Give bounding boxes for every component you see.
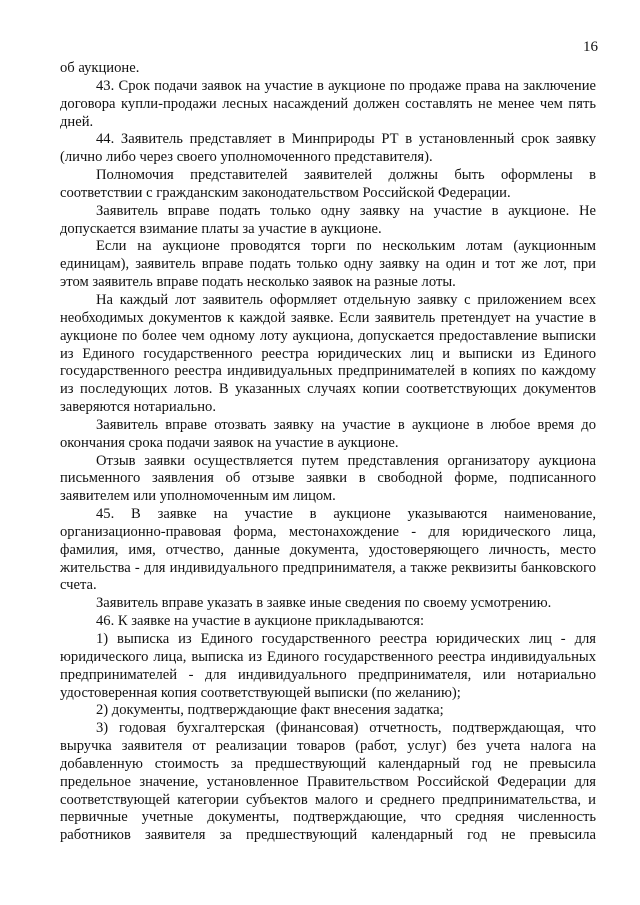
paragraph: 46. К заявке на участие в аукционе прикладываются: <box>96 613 425 630</box>
paragraph: 2) документы, подтверждающие факт внесения задатка; <box>96 702 444 719</box>
paragraph: 45. В заявке на участие в аукционе указываются наименование, организационно-правовая форма, местонахождение - для юридического лица, фамилия, имя, отчество, данные документа, удостоверяющего личность, место жительства - для индивидуального предпринимателя, а также реквизиты банковского счета. <box>60 506 596 594</box>
page-number: 16 <box>583 39 598 55</box>
paragraph: Полномочия представителей заявителей должны быть оформлены в соответствии с гражданским законодательством Российской Федерации. <box>60 167 596 201</box>
paragraph: 1) выписка из Единого государственного реестра юридических лиц - для юридического лица, выписка из Единого государственного реестра индивидуальных предпринимателей - для индивидуального предпринимателя, или нотариально удостоверенная копия соответствующей выписки (по желанию); <box>60 631 596 701</box>
document-body <box>60 60 596 845</box>
paragraph: 44. Заявитель представляет в Минприроды РТ в установленный срок заявку (лично либо через своего уполномоченного представителя). <box>60 131 596 166</box>
paragraph: Заявитель вправе отозвать заявку на участие в аукционе в любое время до окончания срока подачи заявок на участие в аукционе. <box>60 416 596 451</box>
paragraph: Заявитель вправе указать в заявке иные сведения по своему усмотрению. <box>96 595 552 612</box>
paragraph: Заявитель вправе подать только одну заявку на участие в аукционе. Не допускается взимание платы за участие в аукционе. <box>60 202 596 237</box>
paragraph: На каждый лот заявитель оформляет отдельную заявку с приложением всех необходимых документов к каждой заявке. Если заявитель претендует на участие в аукционе по более чем одному лоту аукциона, допускается предоставление выписки из Единого государственного реестра юридических лиц и выписки из Единого государственного реестра индивидуальных предпринимателей в копиях по каждому из последующих лотов. В указанных случаях копии соответствующих документов заверяются нотариально. <box>60 291 596 416</box>
paragraph: 43. Срок подачи заявок на участие в аукционе по продаже права на заключение договора купли-продажи лесных насаждений должен составлять не менее чем пять дней. <box>60 77 596 130</box>
paragraph: 3) годовая бухгалтерская (финансовая) отчетность, подтверждающая, что выручка заявителя от реализации товаров (работ, услуг) без учета налога на добавленную стоимость за предшествующий календарный год не превысила предельное значение, установленное Правительством Российской Федерации для соответствующей категории субъектов малого и среднего предпринимательства, и первичные учетные документы, подтверждающие, что средняя численность работников заявителя за предшествующий календарный год не превысила <box>60 720 596 844</box>
paragraph: Если на аукционе проводятся торги по нескольким лотам (аукционным единицам), заявитель вправе подать только одну заявку на один и тот же лот, при этом заявитель вправе подать несколько заявок на разные лоты. <box>60 238 596 291</box>
paragraph: Отзыв заявки осуществляется путем представления организатору аукциона письменного заявления об отзыве заявки в свободной форме, подписанного заявителем или уполномоченным им лицом. <box>60 452 596 505</box>
paragraph: об аукционе. <box>60 60 140 76</box>
